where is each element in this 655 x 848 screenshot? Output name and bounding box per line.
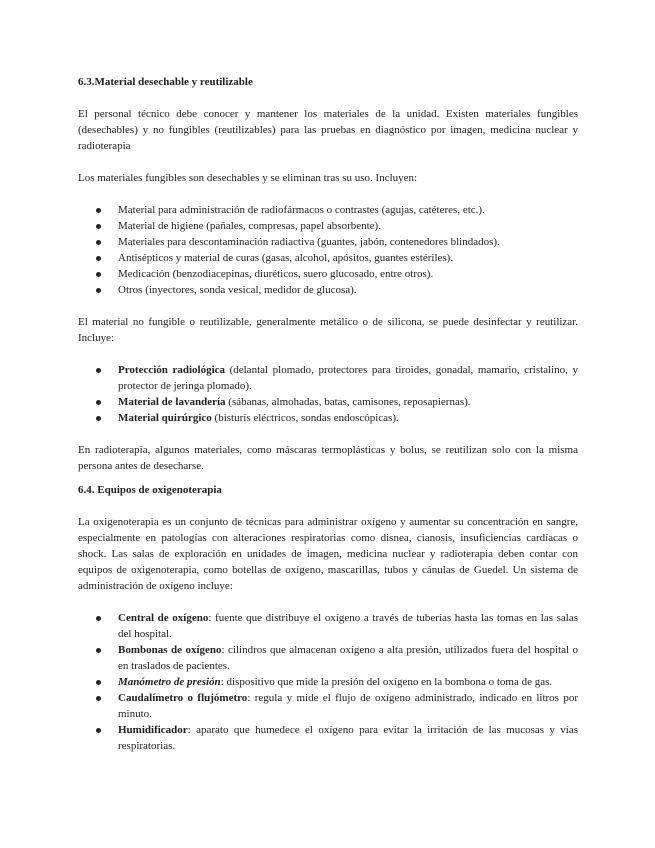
description: : aparato que humedece el oxígeno para evitar la irritación de las mucosas y vías respiratorias. [118, 724, 578, 752]
list-item: Material para administración de radiofármacos o contrastes (agujas, catéteres, etc.). [78, 202, 578, 218]
term: Material quirúrgico [118, 412, 212, 424]
list-item [78, 690, 578, 722]
term: Central de oxígeno [118, 612, 209, 624]
list-item [78, 642, 578, 674]
description: (bisturís eléctricos, sondas endoscópicas). [211, 412, 399, 424]
description: (sábanas, almohadas, batas, camisones, reposapiernas). [225, 396, 471, 408]
description: : dispositivo que mide la presión del oxígeno en la bombona o toma de gas. [220, 676, 553, 688]
list-item: Materiales para descontaminación radiactiva (guantes, jabón, contenedores blindados). [78, 234, 578, 250]
document-page [78, 74, 578, 754]
list-item: Material de higiene (pañales, compresas, papel absorbente). [78, 218, 578, 234]
fungible-list [78, 202, 578, 298]
description: : regula y mide el flujo de oxígeno administrado, indicado en litros por minuto. [118, 692, 578, 720]
list-item [78, 362, 578, 394]
term: Protección radiológica [118, 364, 226, 376]
description: : fuente que distribuye el oxígeno a través de tuberías hasta las tomas en las salas del hospital. [118, 612, 578, 640]
list-item [78, 722, 578, 754]
term: Material de lavandería [118, 396, 226, 408]
paragraph-nonfungible-intro: El material no fungible o reutilizable, generalmente metálico o de silicona, se puede desinfectar y reutilizar. Incluye: [78, 316, 578, 344]
list-item [78, 394, 578, 410]
description: : cilindros que almacenan oxígeno a alta presión, utilizados fuera del hospital o en traslados de pacientes. [118, 644, 579, 672]
paragraph-oxygen-intro: La oxigenoterapia es un conjunto de técnicas para administrar oxígeno y aumentar su concentración en sangre, especialmente en patologías con alteraciones respiratorias como disnea, cianosis, insuficiencias cardíacas o shock. Las salas de exploración en unidades de imagen, medicina nuclear y radioterapia deben contar con equipos de oxigenoterapia, como botellas de oxígeno, mascarillas, tubos y cánulas de Guedel. Un sistema de administración de oxígeno incluye: [78, 516, 578, 592]
list-item: Otros (inyectores, sonda vesical, medidor de glucosa). [78, 282, 578, 298]
oxygen-list [78, 610, 578, 754]
paragraph-intro: El personal técnico debe conocer y mantener los materiales de la unidad. Existen materiales fungibles (desechables) y no fungibles (reutilizables) para las pruebas en diagnóstico por imagen, medicina nuclear y radioterapia [78, 108, 578, 152]
term: Humidificador [118, 724, 188, 736]
nonfungible-list [78, 362, 578, 426]
term: Manómetro de presión [118, 676, 221, 688]
paragraph-fungible-intro: Los materiales fungibles son desechables y se eliminan tras su uso. Incluyen: [78, 172, 418, 184]
section-title-6-4: 6.4. Equipos de oxigenoterapia [78, 484, 222, 496]
list-item [78, 410, 578, 426]
term: Caudalímetro o flujómetro [118, 692, 248, 704]
description: (delantal plomado, protectores para tiroides, gonadal, mamario, cristalino, y protector de jeringa plomado). [118, 364, 578, 392]
section-title-6-3: 6.3.Material desechable y reutilizable [78, 76, 253, 88]
list-item: Medicación (benzodiacepinas, diuréticos, suero glucosado, entre otros). [78, 266, 578, 282]
list-item [78, 674, 578, 690]
paragraph-closing: En radioterapia, algunos materiales, como máscaras termoplásticas y bolus, se reutilizan solo con la misma persona antes de desecharse. [78, 444, 578, 472]
list-item: Antisépticos y material de curas (gasas, alcohol, apósitos, guantes estériles). [78, 250, 578, 266]
term: Bombonas de oxígeno [118, 644, 222, 656]
list-item [78, 610, 578, 642]
